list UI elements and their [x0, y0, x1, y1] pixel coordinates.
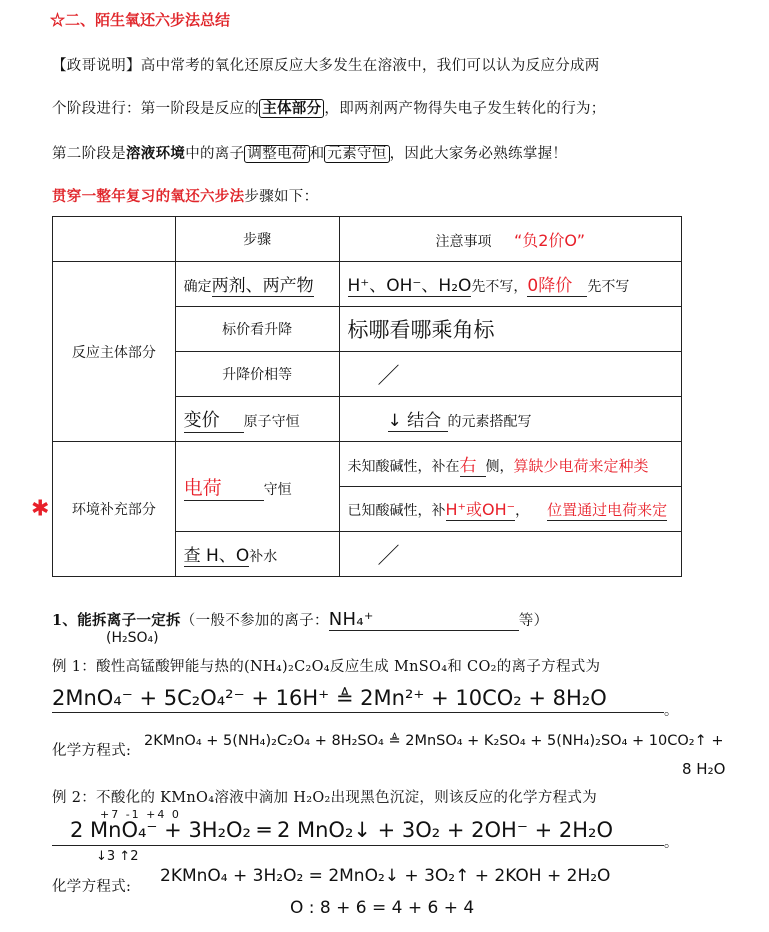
example1-text: 例 1：酸性高锰酸钾能与热的(NH₄)₂C₂O₄反应生成 MnSO₄和 CO₂的离子方程式为	[52, 659, 601, 675]
oxygen-balance-handwriting: O : 8 + 6 = 4 + 6 + 4	[290, 898, 475, 918]
intro-text-2c: ，即两剂两产物得失电子发生转化的行为；	[324, 101, 606, 117]
section1-handwriting: NH₄⁺	[329, 609, 519, 631]
chem-eq1-handwriting-2: 8 H₂O	[682, 760, 726, 778]
note-handwriting: 标哪看哪乘角标	[347, 318, 495, 342]
intro-line-2	[52, 97, 606, 118]
intro-text-3c: 中的离子	[185, 146, 245, 162]
group-env-label: 环境补充部分	[71, 502, 156, 518]
note-text: 未知酸碱性，补在	[347, 459, 460, 475]
note-text-b: 先不写	[587, 279, 630, 295]
note-handwriting-slash: ／	[377, 543, 400, 569]
table-row	[53, 442, 682, 487]
solution-env-emphasis: 溶液环境	[126, 145, 186, 162]
note-cell	[339, 307, 681, 352]
header-step-cell	[175, 217, 339, 262]
electron-change-handwriting: ↓3 ↑2	[96, 849, 139, 864]
chem-eq2-handwriting: 2KMnO₄ + 3H₂O₂ = 2MnO₂↓ + 3O₂↑ + 2KOH + 2H₂O	[160, 866, 611, 886]
step-text: 补水	[249, 549, 278, 565]
element-conserve-boxed: 元素守恒	[324, 145, 389, 163]
table-row	[53, 262, 682, 307]
note-text: 先不写，	[471, 279, 528, 295]
step-cell	[175, 352, 339, 397]
note-handwriting-red: 右	[460, 451, 486, 477]
group-main-cell	[53, 262, 176, 442]
valence-marks-handwriting: +7 -1 +4 0	[100, 808, 181, 821]
star-mark-icon: ✱	[31, 496, 50, 522]
step-cell	[175, 532, 339, 577]
example2-period: 。	[664, 835, 678, 851]
note-cell	[339, 352, 681, 397]
main-part-emphasis: 主体部分	[259, 99, 324, 118]
note-cell	[339, 397, 681, 442]
note-cell	[339, 262, 681, 307]
section1-note: （一般不参加的离子：	[180, 613, 329, 629]
note-handwriting-red: 0降价	[527, 271, 587, 297]
note-handwriting: H⁺、OH⁻、H₂O	[348, 271, 472, 297]
step-handwriting: 两剂、两产物	[212, 271, 314, 297]
example1-answer-line	[52, 712, 664, 713]
step-handwriting: 查 H、O	[184, 541, 250, 567]
note-handwriting-slash: ／	[377, 363, 400, 389]
step-handwriting-red: 电荷	[184, 473, 264, 501]
note-cell	[339, 532, 681, 577]
note-text-b: 侧，	[485, 459, 514, 475]
note-text-b: ，	[515, 503, 530, 519]
note-cell	[339, 442, 681, 487]
note-handwriting: ↓ 结合	[388, 406, 448, 432]
chem-eq1-label: 化学方程式:	[52, 743, 132, 759]
step-text: 原子守恒	[243, 413, 300, 430]
intro-text-1: 【政哥说明】高中常考的氧化还原反应大多发生在溶液中，我们可以认为反应分成两	[52, 58, 600, 74]
step-cell	[175, 262, 339, 307]
intro-line-1	[52, 54, 600, 75]
note-cell	[339, 487, 681, 532]
table-header-row	[53, 217, 682, 262]
section1-line	[52, 609, 548, 631]
example1-period: 。	[664, 703, 678, 719]
step-cell	[175, 442, 339, 532]
adjust-charge-boxed: 调整电荷	[244, 145, 309, 163]
section1-title: 1、能拆离子一定拆	[52, 612, 181, 629]
example2-answer-line	[52, 845, 664, 846]
subheading-line	[52, 185, 318, 206]
step-cell	[175, 307, 339, 352]
note-handwriting-red: H⁺或OH⁻	[446, 497, 516, 521]
chem-eq2-label: 化学方程式:	[52, 879, 132, 895]
group-main-label: 反应主体部分	[71, 344, 156, 361]
step-text: 标价看升降	[222, 322, 293, 338]
step-text: 确定	[183, 279, 212, 295]
intro-text-3e: 和	[309, 146, 325, 162]
group-env-cell	[31, 442, 176, 577]
example2-equation: 2 MnO₄⁻ + 3H₂O₂ ═ 2 MnO₂↓ + 3O₂ + 2OH⁻ + 2H₂O	[70, 818, 613, 842]
subheading-rest: 步骤如下：	[244, 189, 319, 205]
section-heading: ☆二、陌生氧还六步法总结	[50, 11, 231, 29]
intro-text-3g: ，因此大家务必熟练掌握！	[389, 146, 568, 162]
step-cell	[175, 397, 339, 442]
intro-text-3a: 第二阶段是	[52, 146, 126, 162]
intro-line-3	[52, 142, 567, 163]
note-handwriting-red-2: 位置通过电荷来定	[547, 501, 668, 519]
header-note-cell	[339, 217, 681, 262]
example1-ionic-equation: 2MnO₄⁻ + 5C₂O₄²⁻ + 16H⁺ ≜ 2Mn²⁺ + 10CO₂ + 8H₂O	[52, 686, 607, 710]
note-text: 的元素搭配写	[447, 414, 532, 430]
intro-text-2a: 个阶段进行：第一阶段是反应的	[52, 101, 260, 117]
header-blank-cell	[53, 217, 176, 262]
header-step-label: 步骤	[243, 232, 272, 248]
example2-text: 例 2：不酸化的 KMnO₄溶液中滴加 H₂O₂出现黑色沉淀，则该反应的化学方程式为	[52, 790, 598, 806]
section1-note-end: 等）	[518, 613, 549, 629]
note-text: 已知酸碱性，补	[347, 503, 446, 519]
step-text: 升降价相等	[222, 367, 293, 383]
chem-eq1-handwriting: 2KMnO₄ + 5(NH₄)₂C₂O₄ + 8H₂SO₄ ≜ 2MnSO₄ + K₂SO₄ + 5(NH₄)₂SO₄ + 10CO₂↑ +	[144, 733, 724, 749]
step-handwriting: 变价	[184, 406, 244, 433]
step-text: 守恒	[263, 481, 292, 498]
h2so4-handwriting: (H₂SO₄)	[106, 630, 159, 646]
six-step-table	[31, 216, 682, 577]
six-step-title: 贯穿一整年复习的氧还六步法	[52, 188, 245, 205]
header-note-label: 注意事项	[435, 233, 492, 250]
header-note-handwriting: “负2价O”	[513, 230, 586, 250]
note-handwriting-red-2: 算缺少电荷来定种类	[513, 457, 649, 475]
